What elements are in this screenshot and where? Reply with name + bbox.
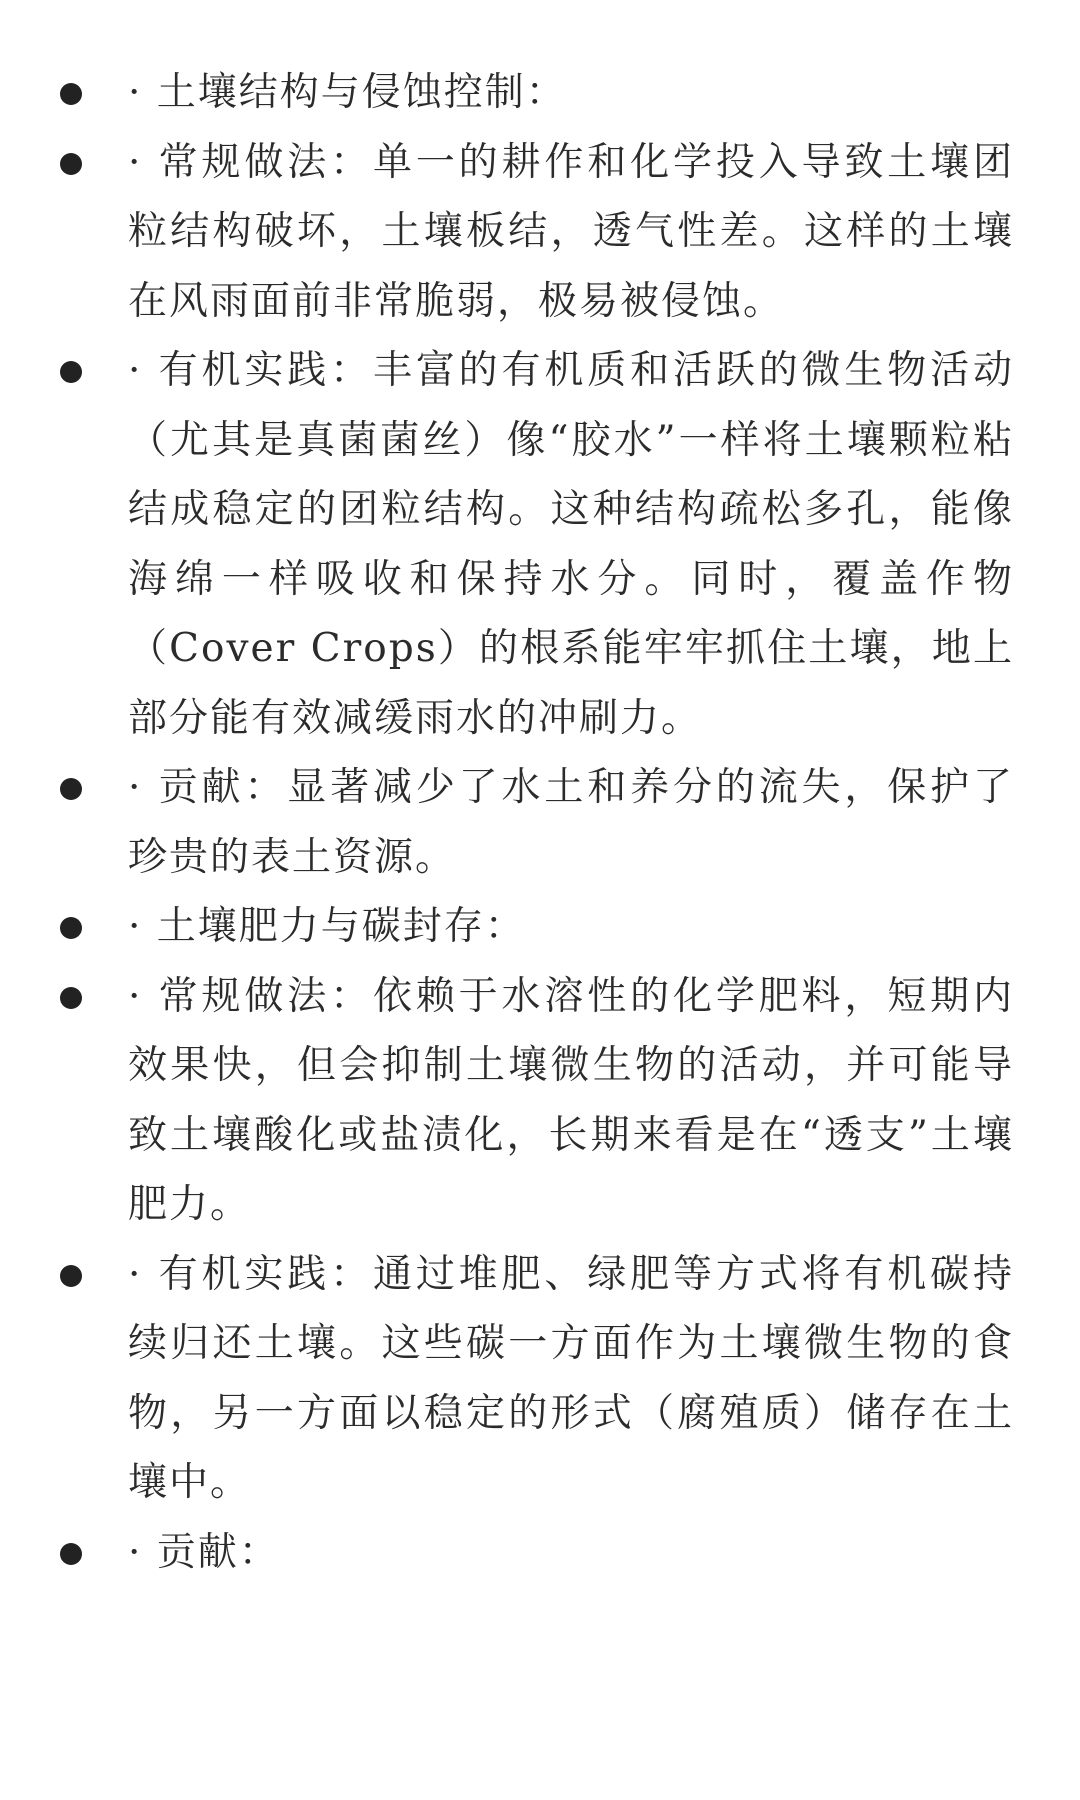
bullet-dot-icon: [60, 987, 82, 1009]
list-item: [0, 336, 1080, 753]
list-item-text: · 有机实践：丰富的有机质和活跃的微生物活动（尤其是真菌菌丝）像“胶水”一样将土壤颗粒粘结成稳定的团粒结构。这种结构疏松多孔，能像海绵一样吸收和保持水分。同时，覆盖作物（Cover Crops）的根系能牢牢抓住土壤，地上部分能有效减缓雨水的冲刷力。: [128, 348, 1014, 741]
list-item-text: · 常规做法：依赖于水溶性的化学肥料，短期内效果快，但会抑制土壤微生物的活动，并可能导致土壤酸化或盐渍化，长期来看是在“透支”土壤肥力。: [128, 973, 1014, 1227]
list-item-text: · 土壤结构与侵蚀控制：: [128, 70, 567, 115]
list-item: [0, 58, 1080, 128]
list-item: [0, 128, 1080, 337]
list-item-text: · 贡献：: [128, 1529, 280, 1575]
bullet-dot-icon: [60, 1265, 82, 1287]
bullet-dot-icon: [60, 778, 82, 800]
bullet-dot-icon: [60, 361, 82, 383]
list-item: [0, 962, 1080, 1240]
list-item: [0, 753, 1080, 892]
article-bullet-list: [0, 58, 1080, 1587]
bullet-dot-icon: [60, 153, 82, 175]
list-item-text: · 贡献：显著减少了水土和养分的流失，保护了珍贵的表土资源。: [128, 765, 1014, 880]
bullet-dot-icon: [60, 917, 82, 939]
bullet-dot-icon: [60, 83, 82, 105]
list-item: [0, 1518, 1080, 1588]
bullet-dot-icon: [60, 1543, 82, 1565]
list-item-text: · 常规做法：单一的耕作和化学投入导致土壤团粒结构破坏，土壤板结，透气性差。这样的土壤在风雨面前非常脆弱，极易被侵蚀。: [128, 139, 1014, 324]
list-item: [0, 1240, 1080, 1518]
list-item-text: · 有机实践：通过堆肥、绿肥等方式将有机碳持续归还土壤。这些碳一方面作为土壤微生物的食物，另一方面以稳定的形式（腐殖质）储存在土壤中。: [128, 1251, 1014, 1505]
list-item-text: · 土壤肥力与碳封存：: [128, 904, 526, 949]
list-item: [0, 892, 1080, 962]
